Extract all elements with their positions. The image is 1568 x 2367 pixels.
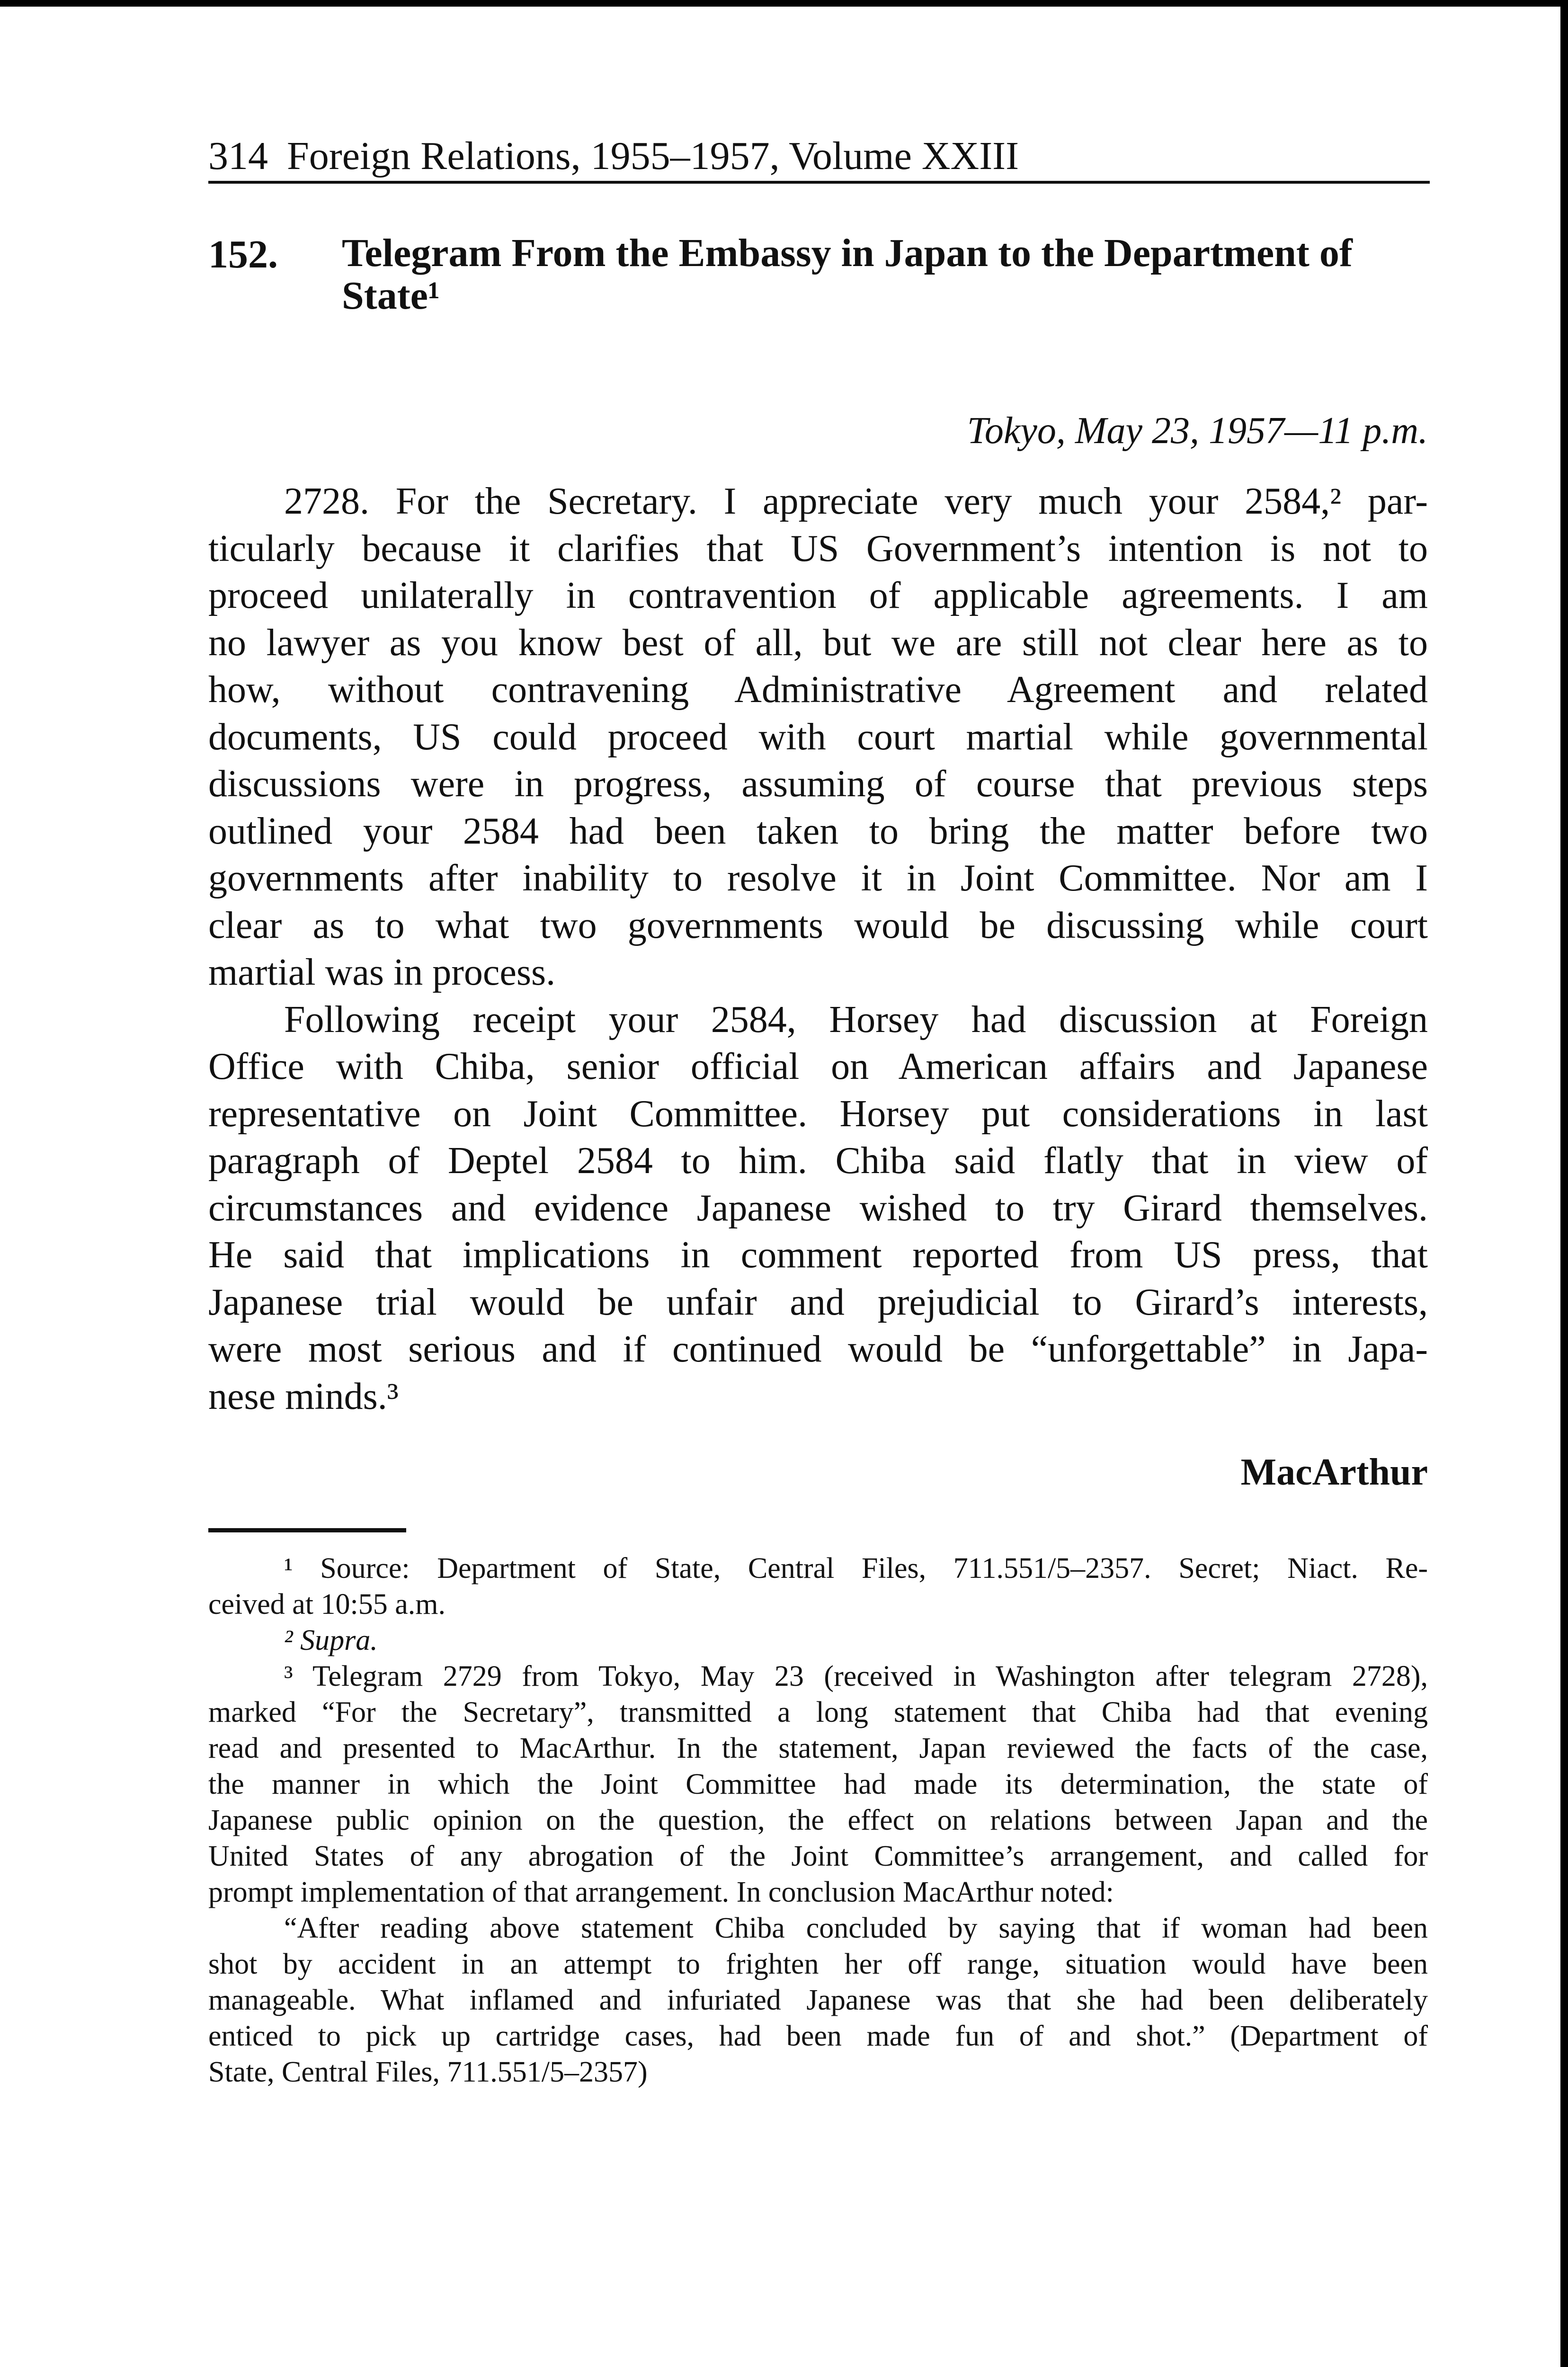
footnote-line: prompt implementation of that arrangement. In conclusion MacArthur noted:	[208, 1876, 1114, 1908]
text-line: how, without contravening Administrative Agreement and related	[208, 669, 1428, 711]
text-line: documents, US could proceed with court martial while governmental	[208, 716, 1428, 758]
text-line: nese minds.³	[208, 1375, 399, 1417]
footnote-line: ³ Telegram 2729 from Tokyo, May 23 (received in Washington after telegram 2728),	[284, 1660, 1428, 1692]
text-line: paragraph of Deptel 2584 to him. Chiba said flatly that in view of	[208, 1140, 1428, 1182]
dateline: Tokyo, May 23, 1957—11 p.m.	[967, 410, 1428, 452]
text-line: clear as to what two governments would be discussing while court	[208, 904, 1428, 946]
scan-border-top	[0, 0, 1568, 7]
text-line: no lawyer as you know best of all, but we are still not clear here as to	[208, 622, 1428, 664]
text-line: representative on Joint Committee. Horsey put considerations in last	[208, 1093, 1428, 1135]
signature: MacArthur	[1240, 1451, 1428, 1493]
document-number: 152.	[208, 232, 278, 276]
body-paragraph	[208, 997, 1428, 1421]
footnote-line: “After reading above statement Chiba concluded by saying that if woman had been	[284, 1912, 1428, 1944]
footnote-line: United States of any abrogation of the Joint Committee’s arrangement, and called for	[208, 1840, 1428, 1872]
footnote-line: Japanese public opinion on the question, the effect on relations between Japan and the	[208, 1804, 1428, 1836]
text-line: governments after inability to resolve it in Joint Committee. Nor am I	[208, 857, 1428, 899]
footnote	[208, 1622, 1428, 1658]
text-line: Japanese trial would be unfair and prejudicial to Girard’s interests,	[208, 1281, 1428, 1323]
text-line: ticularly because it clarifies that US Government’s intention is not to	[208, 527, 1428, 570]
footnote-line: State, Central Files, 711.551/5–2357)	[208, 2056, 648, 2088]
text-line: 2728. For the Secretary. I appreciate very much your 2584,² par-	[284, 481, 1428, 522]
text-line: were most serious and if continued would be “unforgettable” in Japa-	[208, 1328, 1428, 1370]
running-header	[208, 133, 1430, 180]
document-title-line: State¹	[342, 274, 440, 318]
footnote-line: the manner in which the Joint Committee had made its determination, the state of	[208, 1768, 1428, 1800]
footnote-rule	[208, 1528, 406, 1532]
body-paragraph	[208, 478, 1428, 997]
document-title	[342, 232, 1431, 317]
page-number: 314	[208, 134, 268, 178]
text-line: circumstances and evidence Japanese wished to try Girard themselves.	[208, 1187, 1428, 1229]
footnote-line: ¹ Source: Department of State, Central Files, 711.551/5–2357. Secret; Niact. Re-	[284, 1552, 1428, 1584]
text-line: Following receipt your 2584, Horsey had discussion at Foreign	[284, 998, 1428, 1041]
document-title-line: Telegram From the Embassy in Japan to the Department of	[342, 231, 1353, 275]
footnote-line: marked “For the Secretary”, transmitted a long statement that Chiba had that evening	[208, 1696, 1428, 1728]
text-line: Office with Chiba, senior official on American affairs and Japanese	[208, 1046, 1428, 1087]
text-line: outlined your 2584 had been taken to bring the matter before two	[208, 810, 1428, 852]
footnote-line: ² Supra.	[284, 1624, 378, 1656]
text-line: discussions were in progress, assuming of course that previous steps	[208, 763, 1428, 805]
text-line: He said that implications in comment reported from US press, that	[208, 1234, 1428, 1276]
footnote-line: read and presented to MacArthur. In the statement, Japan reviewed the facts of the case,	[208, 1732, 1428, 1764]
footnotes	[208, 1550, 1428, 2090]
header-rule	[208, 181, 1430, 184]
footnote	[208, 1658, 1428, 1910]
footnote-line: ceived at 10:55 a.m.	[208, 1588, 445, 1620]
footnote	[208, 1550, 1428, 1622]
text-line: proceed unilaterally in contravention of applicable agreements. I am	[208, 575, 1428, 616]
footnote-line: enticed to pick up cartridge cases, had been made fun of and shot.” (Department of	[208, 2020, 1428, 2052]
scan-border-right	[1560, 0, 1568, 2367]
text-line: martial was in process.	[208, 952, 556, 993]
telegram-body	[208, 478, 1428, 1420]
running-title: Foreign Relations, 1955–1957, Volume XXIII	[287, 134, 1019, 178]
footnote	[208, 1910, 1428, 2090]
footnote-line: shot by accident in an attempt to frighten her off range, situation would have been	[208, 1948, 1428, 1980]
footnote-line: manageable. What inflamed and infuriated Japanese was that she had been deliberately	[208, 1984, 1428, 2016]
